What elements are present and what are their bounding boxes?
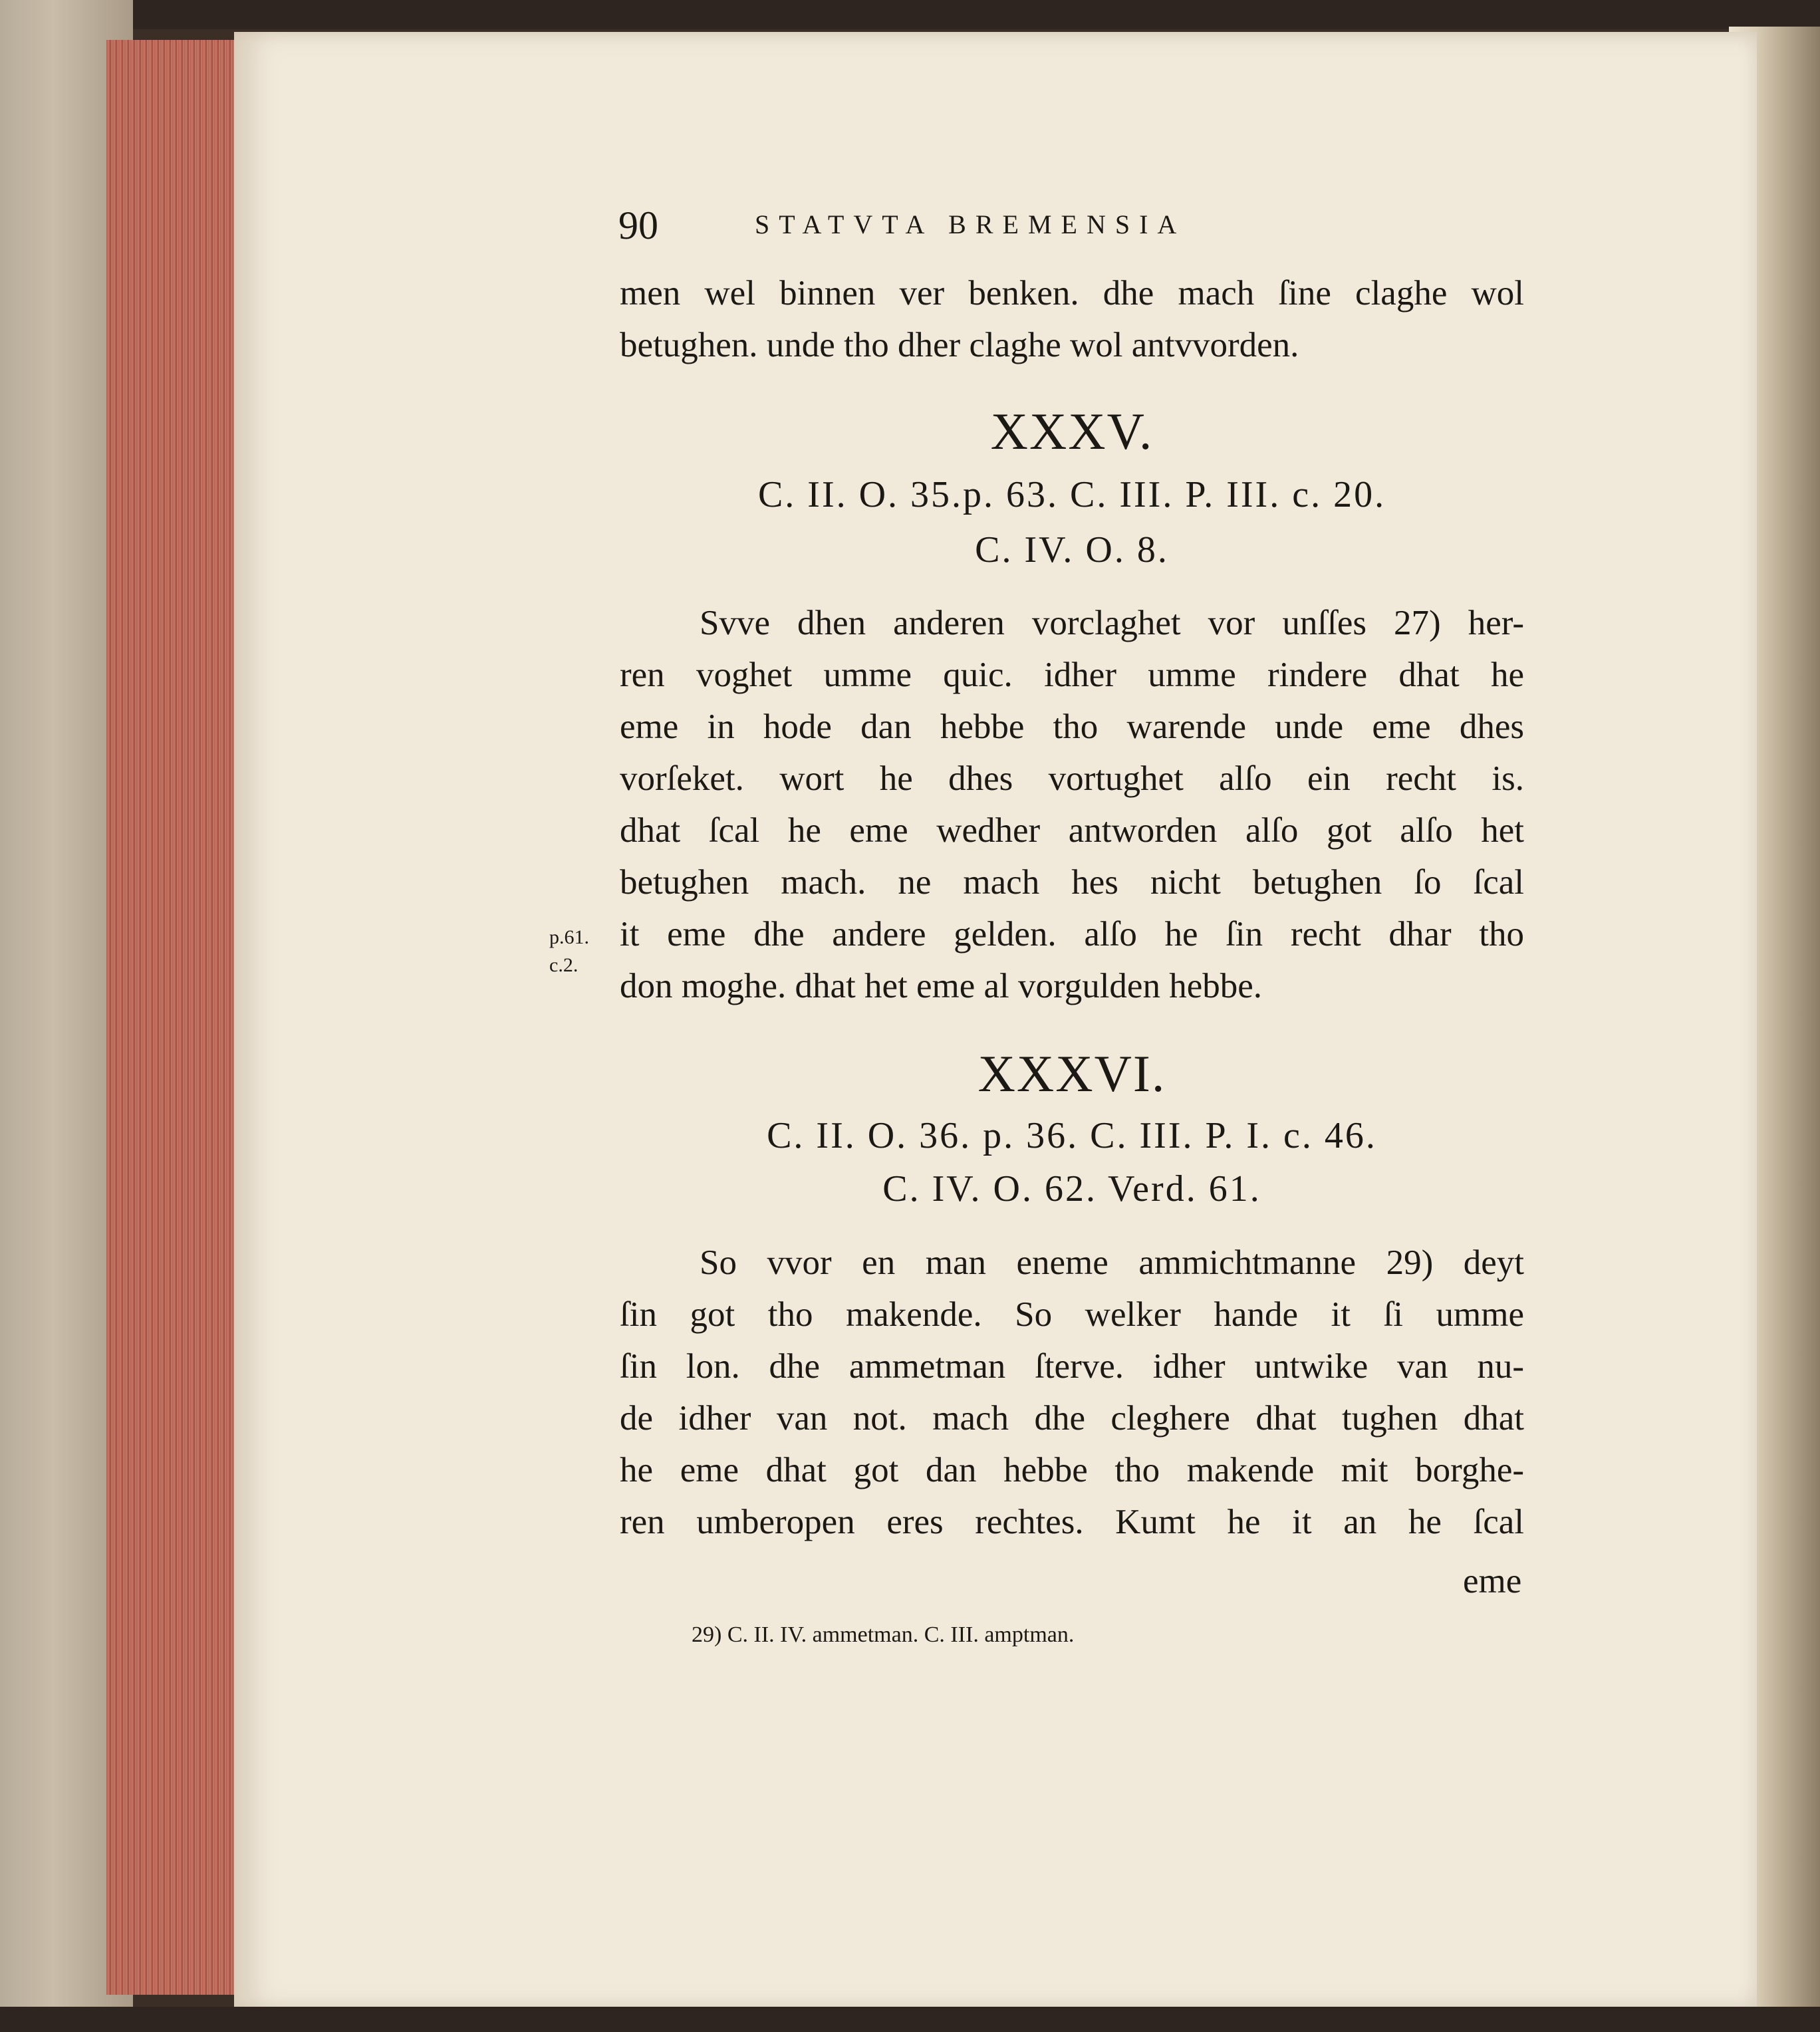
margin-note: c.2. xyxy=(549,954,579,976)
catchword: eme xyxy=(1463,1562,1522,1600)
scan-background-top xyxy=(0,0,1820,29)
page-block-edge xyxy=(106,40,239,1995)
text-line: betughen. unde tho dher claghe wol antvvorden. xyxy=(620,326,1299,364)
footnote: 29) C. II. IV. ammetman. C. III. amptman. xyxy=(692,1622,1075,1647)
text-line: dhat ſcal he eme wedher antworden alſo got alſo het xyxy=(620,811,1524,850)
margin-note: p.61. xyxy=(549,926,589,948)
running-head xyxy=(618,203,1186,249)
scan-background-bottom xyxy=(0,2007,1820,2032)
text-line: eme in hode dan hebbe tho warende unde eme dhes xyxy=(620,707,1524,746)
text-line: ſin lon. dhe ammetman ſterve. idher untwike van nu- xyxy=(620,1347,1524,1386)
text-line: betughen mach. ne mach hes nicht betughen ſo ſcal xyxy=(620,863,1524,902)
running-title: STATVTA BREMENSIA xyxy=(755,209,1186,239)
section-heading: XXXVI. xyxy=(977,1045,1166,1102)
section-reference: C. IV. O. 62. Verd. 61. xyxy=(882,1168,1261,1209)
text-line: it eme dhe andere gelden. alſo he ſin recht dhar tho xyxy=(620,915,1524,953)
page-number: 90 xyxy=(618,203,658,247)
text-line: ren umberopen eres rechtes. Kumt he it an he ſcal xyxy=(620,1503,1524,1541)
text-line: vorſeket. wort he dhes vortughet alſo ein recht is. xyxy=(620,759,1524,798)
text-line: Svve dhen anderen vorclaghet vor unſſes 27) her- xyxy=(700,604,1524,642)
text-line: don moghe. dhat het eme al vorgulden hebbe. xyxy=(620,967,1263,1005)
text-line: he eme dhat got dan hebbe tho makende mit borghe- xyxy=(620,1451,1524,1489)
text-line: So vvor en man eneme ammichtmanne 29) deyt xyxy=(700,1243,1524,1282)
section-reference: C. II. O. 36. p. 36. C. III. P. I. c. 46. xyxy=(767,1115,1377,1156)
section-heading: XXXV. xyxy=(990,402,1154,460)
text-line: ſin got tho makende. So welker hande it ſi umme xyxy=(620,1295,1524,1334)
section-reference: C. IV. O. 8. xyxy=(975,529,1169,571)
section-reference: C. II. O. 35.p. 63. C. III. P. III. c. 20. xyxy=(757,474,1386,515)
text-line: ren voghet umme quic. idher umme rindere dhat he xyxy=(620,656,1524,694)
text-line: de idher van not. mach dhe cleghere dhat tughen dhat xyxy=(620,1399,1524,1438)
text-line: men wel binnen ver benken. dhe mach ſine claghe wol xyxy=(620,274,1524,313)
